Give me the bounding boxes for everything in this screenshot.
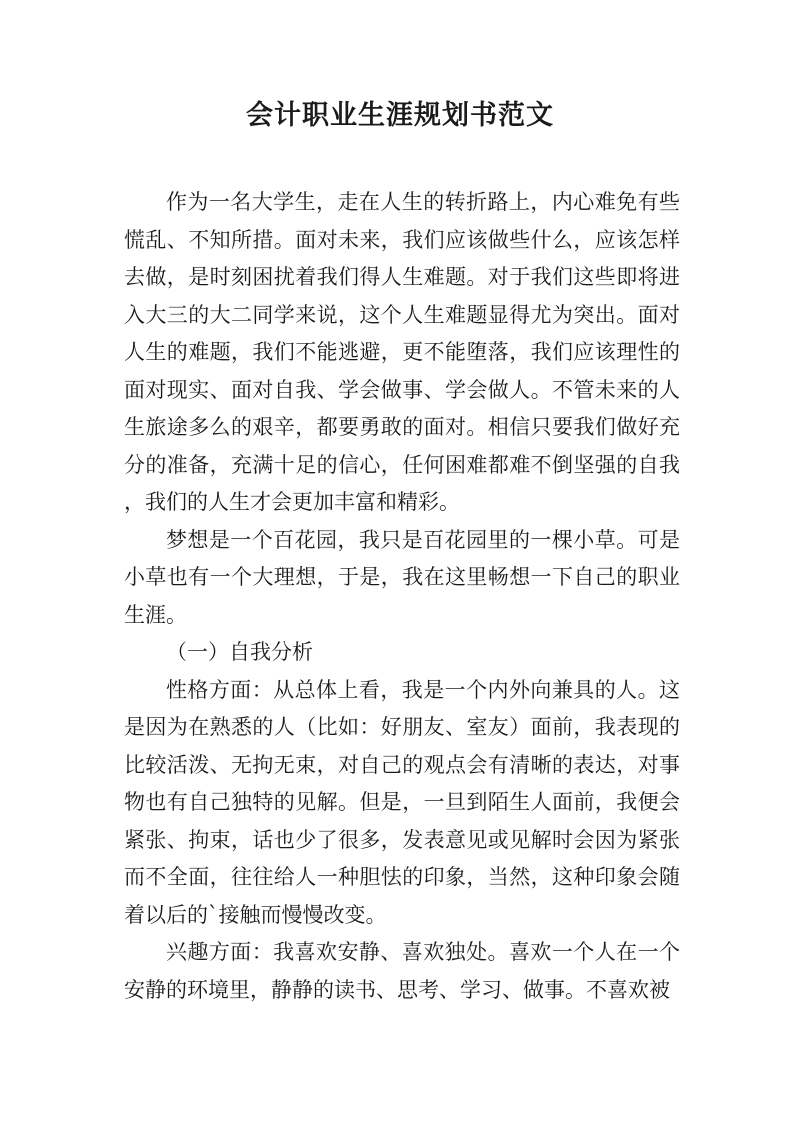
section-heading-self-analysis: （一）自我分析 (166, 640, 313, 664)
paragraph-intro: 作为一名大学生，走在人生的转折路上，内心难免有些慌乱、不知所措。面对未来，我们应该做些什么，应该怎样去做，是时刻困扰着我们得人生难题。对于我们这些即将进入大三的大二同学来说，这个人生难题显得尤为突出。面对人生的难题，我们不能逃避，更不能堕落，我们应该理性的面对现实、面对自我、学会做事、学会做人。不管未来的人生旅途多么的艰辛，都要勇敢的面对。相信只要我们做好充分的准备，充满十足的信心，任何困难都难不倒坚强的自我，我们的人生才会更加丰富和精彩。 (124, 190, 680, 514)
paragraph-dream: 梦想是一个百花园，我只是百花园里的一棵小草。可是小草也有一个大理想，于是，我在这里畅想一下自己的职业生涯。 (124, 527, 680, 627)
paragraph-interests: 兴趣方面：我喜欢安静、喜欢独处。喜欢一个人在一个安静的环境里，静静的读书、思考、学习、做事。不喜欢被 (124, 940, 680, 1002)
document-body (124, 184, 680, 1009)
paragraph-personality: 性格方面：从总体上看，我是一个内外向兼具的人。这是因为在熟悉的人（比如：好朋友、室友）面前，我表现的比较活泼、无拘无束，对自己的观点会有清晰的表达，对事物也有自己独特的见解。但是，一旦到陌生人面前，我便会紧张、拘束，话也少了很多，发表意见或见解时会因为紧张而不全面，往往给人一种胆怯的印象，当然，这种印象会随着以后的`接触而慢慢改变。 (124, 677, 680, 927)
document-title: 会计职业生涯规划书范文 (246, 100, 554, 131)
